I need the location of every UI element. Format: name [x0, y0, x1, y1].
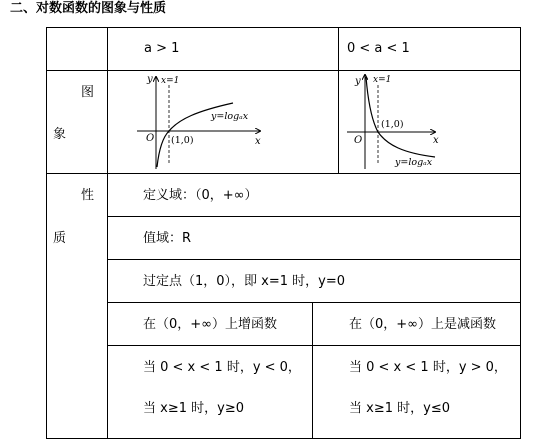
point-label: (1,0)	[171, 135, 194, 146]
row-divider	[107, 345, 520, 346]
graph-label-top: 图	[81, 85, 95, 100]
props-label-bottom: 质	[53, 231, 67, 246]
sign-a-line-1: 当 0 < x < 1 时，y < 0，	[143, 360, 301, 375]
header-a-between-0-1: 0 < a < 1	[347, 41, 410, 56]
row-divider	[107, 216, 520, 217]
monotonic-b-text: 在（0，+∞）上是减函数	[349, 317, 496, 332]
row-divider	[107, 259, 520, 260]
fixed-point-text: 过定点（1，0），即 x=1 时，y=0	[143, 274, 346, 289]
sign-a-line-2: 当 x≥1 时，y≥0	[143, 401, 244, 416]
row-divider	[107, 302, 520, 303]
function-label: y=logₐx	[395, 157, 433, 168]
domain-text: 定义域：（0，+∞）	[143, 188, 258, 203]
origin-label: O	[146, 133, 155, 144]
point-label: (1,0)	[381, 119, 404, 130]
origin-label: O	[354, 135, 363, 146]
x-axis-label: x	[433, 135, 439, 146]
y-axis-label: y	[355, 76, 361, 87]
line-label: x=1	[373, 75, 392, 85]
section-heading: 二、对数函数的图象与性质	[10, 1, 167, 16]
props-label-top: 性	[81, 188, 95, 203]
y-axis-label: y	[147, 74, 153, 85]
properties-table	[46, 27, 521, 439]
column-divider	[338, 28, 339, 173]
graph-label-bottom: 象	[53, 127, 67, 142]
range-text: 值域：R	[143, 231, 192, 246]
graph-increasing-log	[135, 71, 265, 171]
monotonic-a-text: 在（0，+∞）上增函数	[143, 317, 277, 332]
function-label: y=logₐx	[211, 111, 249, 122]
x-axis-label: x	[255, 136, 261, 147]
row-divider	[47, 173, 520, 174]
header-a-gt-1: a > 1	[144, 41, 180, 56]
column-divider	[312, 302, 313, 438]
column-divider	[107, 28, 108, 438]
sign-b-line-1: 当 0 < x < 1 时，y > 0，	[349, 360, 507, 375]
sign-b-line-2: 当 x≥1 时，y≤0	[349, 401, 450, 416]
log-curve	[366, 77, 435, 157]
graph-decreasing-log	[343, 71, 483, 171]
line-label: x=1	[161, 76, 180, 86]
